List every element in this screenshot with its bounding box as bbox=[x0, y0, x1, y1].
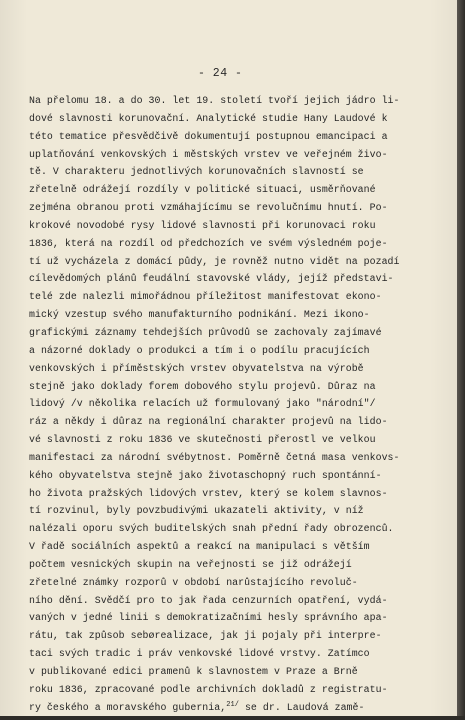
text-line-content: ráz a někdy i důraz na regionální charakter projevů na lido- bbox=[29, 416, 388, 428]
text-line-content: ry českého a moravského gubernia, bbox=[29, 701, 227, 713]
text-line bbox=[29, 110, 439, 128]
text-line bbox=[29, 360, 439, 378]
body-text bbox=[29, 92, 439, 717]
text-line-content: tí rozvinul, byly povzbudivými ukazateli aktivity, v níž bbox=[29, 505, 364, 517]
text-line-content: v publikované edici pramenů k slavnostem v Praze a Brně bbox=[29, 666, 358, 677]
text-line bbox=[29, 413, 439, 431]
text-line-content: telé zde nalezli mimořádnou příležitost manifestovat ekono- bbox=[29, 291, 382, 303]
text-line-content: uplatňování venkovských i městských vrstev ve veřejném živo- bbox=[29, 148, 388, 160]
text-line bbox=[29, 163, 439, 181]
text-line-content: manifestaci za národní svébytnost. Poměrně četná masa venkovs- bbox=[29, 451, 400, 463]
text-line-content: ního dění. Svědčí pro to jak řada cenzurních opatření, vydá- bbox=[29, 594, 388, 606]
text-line-content: 1836, která na rozdíl od předchozích ve svém výsledném poje- bbox=[29, 237, 388, 249]
text-line bbox=[29, 663, 439, 681]
text-line-content: kého obyvatelstva stejně jako životaschopný ruch spontánní- bbox=[29, 469, 382, 481]
text-line bbox=[29, 502, 439, 520]
text-line-content: stejně jako doklady forem dobového stylu projevů. Důraz na bbox=[29, 380, 376, 392]
page-number: - 24 - bbox=[198, 67, 243, 80]
text-line-content: tě. V charakteru jednotlivých korunovačních slavností se bbox=[29, 166, 364, 178]
text-line-content: této tematice přesvědčivě dokumentují postupnou emancipaci a bbox=[29, 130, 388, 142]
text-line bbox=[29, 288, 439, 306]
text-line-content: roku 1836, zpracované podle archivních dokladů z registratu- bbox=[29, 683, 388, 695]
text-line-content: nalézali oporu svých buditelských snah přední řady obrozenců. bbox=[29, 523, 394, 535]
text-line-content: lidový /v několika relacích už formulovaný jako "národní"/ bbox=[29, 398, 376, 410]
text-line-content: vé slavnosti z roku 1836 ve skutečnosti přerostl ve velkou bbox=[29, 434, 376, 446]
text-line bbox=[29, 395, 439, 413]
text-line bbox=[29, 253, 439, 271]
text-line bbox=[29, 556, 439, 574]
page-edge-shadow bbox=[457, 0, 465, 720]
text-line bbox=[29, 627, 439, 645]
text-line bbox=[29, 235, 439, 253]
text-line-content: Na přelomu 18. a do 30. let 19. století tvoří jejich jádro li- bbox=[29, 95, 400, 106]
text-line-content: zřetelně odrážejí rozdíly v politické situaci, usměrňované bbox=[29, 184, 376, 196]
text-line-content: mický vzestup svého manufakturního podnikání. Mezi ikono- bbox=[29, 309, 370, 321]
text-line-content: dové slavnosti korunovační. Analytické studie Hany Laudové k bbox=[29, 112, 388, 124]
text-line bbox=[29, 92, 439, 110]
text-line-content: tí už vycházela z domácí půdy, je rovněž nutno vidět na pozadí bbox=[29, 255, 400, 267]
text-line bbox=[29, 485, 439, 503]
text-line bbox=[29, 449, 439, 467]
text-line bbox=[29, 217, 439, 235]
text-line-content: grafickými záznamy tehdejších průvodů se zachovaly zajímavé bbox=[29, 326, 382, 338]
text-line bbox=[29, 681, 439, 699]
text-line bbox=[29, 128, 439, 146]
text-line bbox=[29, 520, 439, 538]
text-line bbox=[29, 699, 439, 717]
text-line bbox=[29, 431, 439, 449]
text-line-content: taci svých tradic i práv venkovské lidové vrstvy. Zatímco bbox=[29, 648, 370, 660]
text-line bbox=[29, 342, 439, 360]
text-line bbox=[29, 270, 439, 288]
text-line bbox=[29, 378, 439, 396]
text-line-content: V řadě sociálních aspektů a reakcí na manipulaci s větším bbox=[29, 541, 370, 553]
text-line-content: počtem vesnických skupin na veřejnosti se již odrážejí bbox=[29, 558, 352, 570]
text-line bbox=[29, 574, 439, 592]
text-line bbox=[29, 324, 439, 342]
text-line-content: venkovských i příměstských vrstev obyvatelstva na výrobě bbox=[29, 362, 364, 374]
text-line bbox=[29, 467, 439, 485]
text-line bbox=[29, 592, 439, 610]
text-line bbox=[29, 199, 439, 217]
text-line-content: zejména obranou proti vzmáhajícímu se revolučnímu hnutí. Po- bbox=[29, 202, 388, 214]
text-line-content: ho života pražských lidových vrstev, který se kolem slavnos- bbox=[29, 487, 388, 499]
text-line bbox=[29, 538, 439, 556]
text-line-content: zřetelné známky rozporů v období narůstajícího revoluč- bbox=[29, 576, 358, 588]
page-bottom-edge bbox=[0, 716, 465, 720]
text-line bbox=[29, 181, 439, 199]
footnote-reference: 21/ bbox=[226, 700, 239, 709]
text-line bbox=[29, 645, 439, 663]
text-line-content: a názorné doklady o produkci a tím i o podílu pracujících bbox=[29, 344, 370, 356]
text-line-content: cílevědomých plánů feudální stavovské vlády, jejíž představi- bbox=[29, 273, 394, 285]
text-line-continuation: se dr. Laudová zamě- bbox=[238, 701, 365, 713]
text-line bbox=[29, 306, 439, 324]
text-line bbox=[29, 146, 439, 164]
text-line-content: rátu, tak způsob sebørealizace, jak ji pojaly při interpre- bbox=[29, 630, 382, 642]
text-line bbox=[29, 609, 439, 627]
text-line-content: krokové novodobé rysy lidové slavnosti při korunovaci roku bbox=[29, 219, 376, 231]
text-line-content: vaných v jedné linii s demokratizačními hesly správního apa- bbox=[29, 612, 388, 624]
